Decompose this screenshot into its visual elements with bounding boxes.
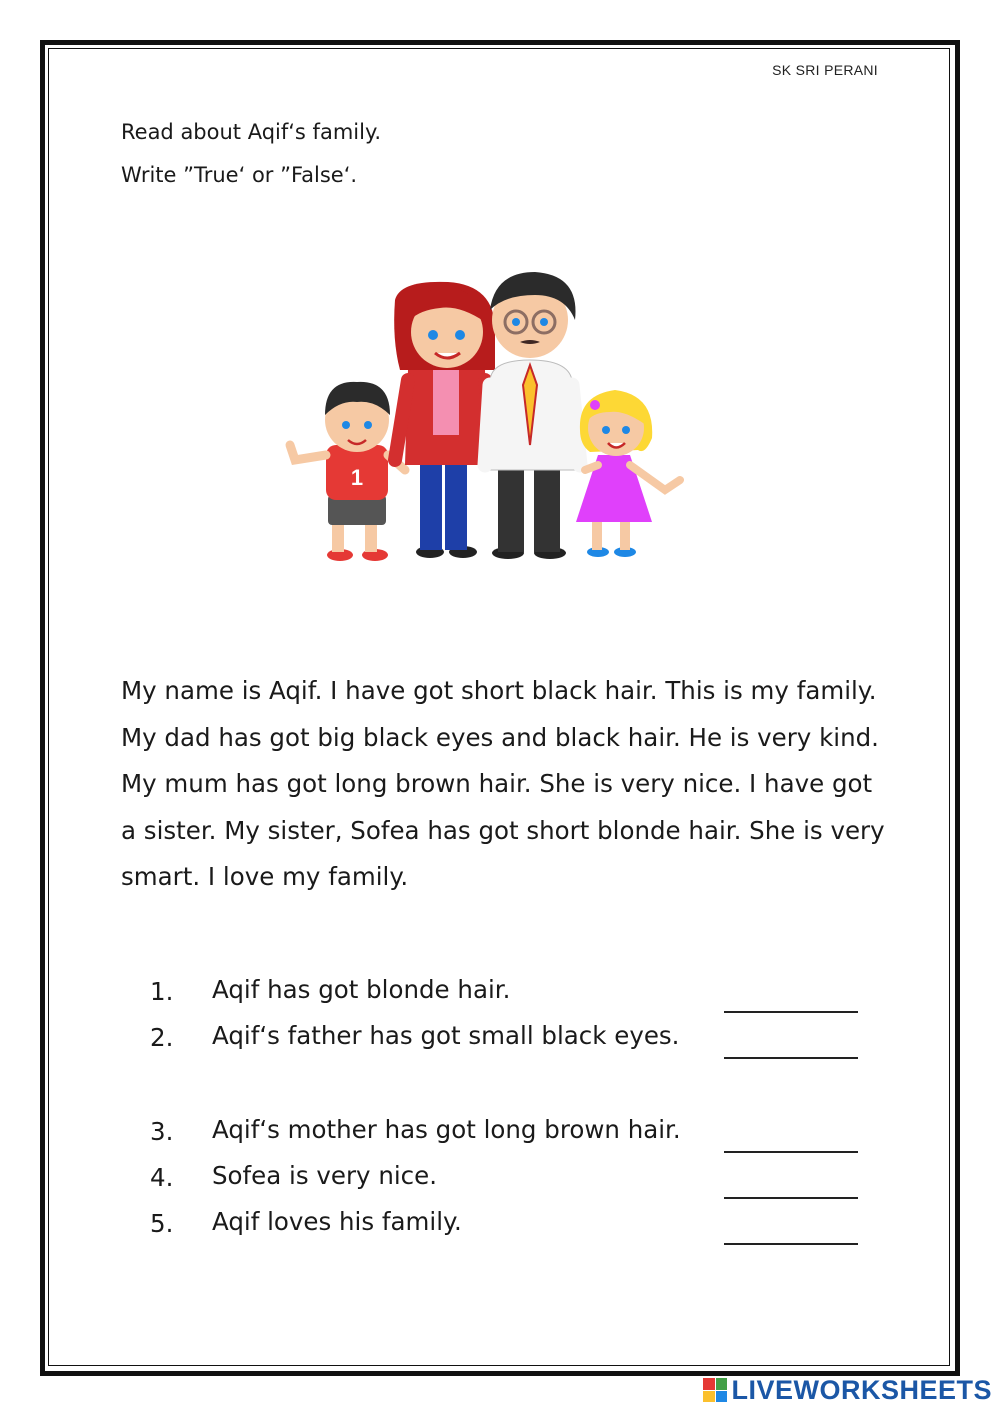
instruction-write: Write ”True‘ or ”False‘.	[121, 163, 358, 187]
svg-text:1: 1	[350, 465, 364, 490]
question-number: 4.	[150, 1163, 174, 1192]
family-illustration-icon	[280, 260, 690, 580]
question-number: 1.	[150, 977, 174, 1006]
instruction-read: Read about Aqif‘s family.	[121, 120, 382, 144]
liveworksheets-logo[interactable]	[703, 1375, 992, 1405]
question-text: Aqif loves his family.	[212, 1207, 462, 1236]
answer-blank-4[interactable]	[724, 1197, 858, 1199]
question-text: Aqif‘s father has got small black eyes.	[212, 1021, 680, 1050]
girl-figure	[576, 390, 680, 557]
reading-passage: My name is Aqif. I have got short black hair. This is my family. My dad has got big black eyes and black hair. He is very kind. My mum has got long brown hair. She is very nice. I have got a sister. My sister, Sofea has got short blonde hair. She is very smart. I love my family.	[121, 676, 885, 891]
question-number: 3.	[150, 1117, 174, 1146]
question-text: Sofea is very nice.	[212, 1161, 437, 1190]
mum-figure	[394, 282, 495, 558]
answer-blank-3[interactable]	[724, 1151, 858, 1153]
answer-blank-2[interactable]	[724, 1057, 858, 1059]
question-number: 5.	[150, 1209, 174, 1238]
question-text: Aqif‘s mother has got long brown hair.	[212, 1115, 681, 1144]
question-text: Aqif has got blonde hair.	[212, 975, 511, 1004]
liveworksheets-icon	[703, 1378, 727, 1402]
brand-name: LIVEWORKSHEETS	[731, 1374, 992, 1405]
dad-figure	[485, 272, 580, 559]
question-number: 2.	[150, 1023, 174, 1052]
answer-blank-5[interactable]	[724, 1243, 858, 1245]
boy-figure	[290, 382, 405, 561]
school-name: SK SRI PERANI	[772, 62, 878, 78]
answer-blank-1[interactable]	[724, 1011, 858, 1013]
